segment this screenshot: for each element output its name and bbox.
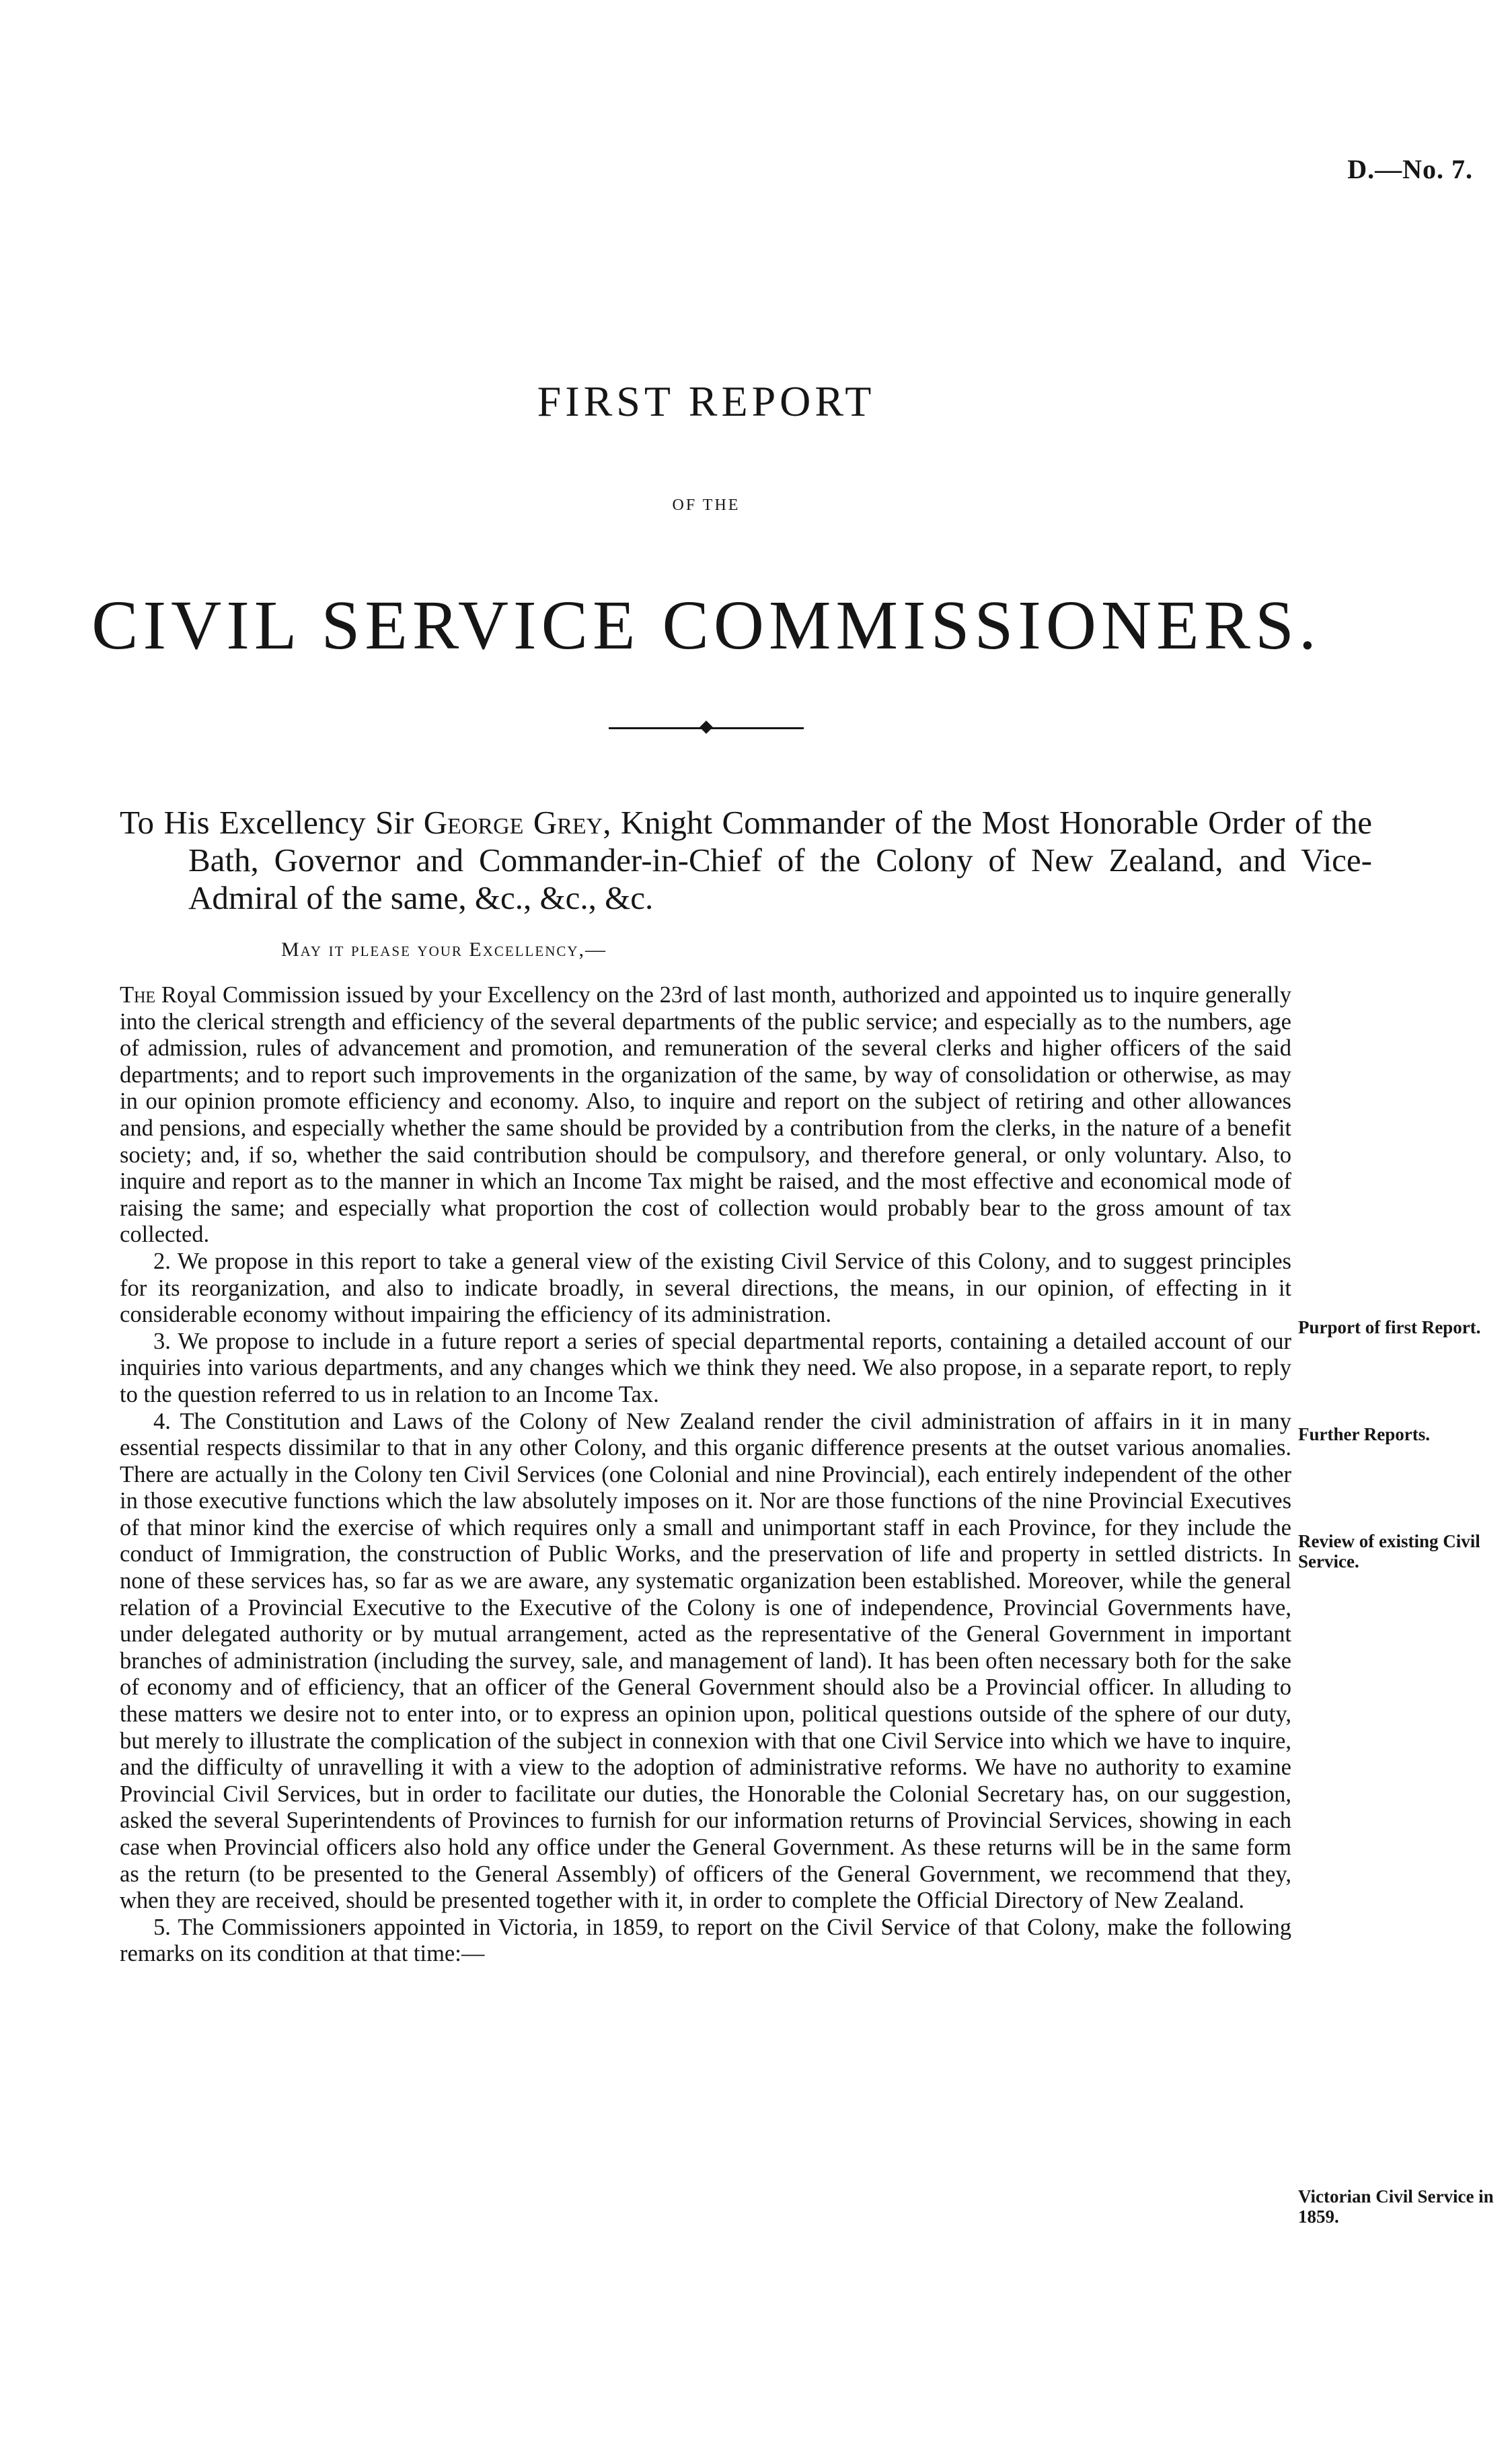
sidenote-further-reports: Further Reports. xyxy=(1298,1424,1430,1444)
sidenote-review: Review of existing Civil Service. xyxy=(1298,1531,1480,1571)
sidenote-purport: Purport of first Report. xyxy=(1298,1317,1481,1337)
governor-name: George Grey xyxy=(423,804,603,841)
ornament-diamond-icon xyxy=(700,720,713,734)
report-body xyxy=(120,982,1291,1968)
address-rest: , Knight Commander of the Most Honorable Order of the Bath, Governor and Commander-in-Chief of the Colony of New Zealand, and Vice-Admiral of the same, &c., &c., &c. xyxy=(188,804,1372,916)
report-title: FIRST REPORT xyxy=(537,377,876,425)
sidenote-victorian: Victorian Civil Service in 1859. xyxy=(1298,2186,1494,2227)
paragraph-1-lead: The xyxy=(120,982,156,1008)
report-subject-title: CIVIL SERVICE COMMISSIONERS. xyxy=(91,587,1321,664)
paragraph-1 xyxy=(120,982,1291,1249)
paragraph-3: 3. We propose to include in a future report a series of special departmental reports, containing a detailed account of our inquiries into various departments, and any changes which we think they need. We also propose, in a separate report, to reply to the question referred to us in relation to an Income Tax. xyxy=(120,1328,1291,1407)
paragraph-2: 2. We propose in this report to take a general view of the existing Civil Service of this Colony, and to suggest principles for its reorganization, and also to indicate broadly, in several directions, the means, in our opinion, of effecting in it considerable economy without impairing the efficiency of its administration. xyxy=(120,1248,1291,1328)
address-lead: To His Excellency Sir xyxy=(120,804,424,841)
document-reference: D.—No. 7. xyxy=(1347,154,1473,184)
paragraph-5: 5. The Commissioners appointed in Victoria, in 1859, to report on the Civil Service of that Colony, make the following remarks on its condition at that time:— xyxy=(120,1914,1291,1967)
paragraph-4: 4. The Constitution and Laws of the Colony of New Zealand render the civil administration of affairs in it in many essential respects dissimilar to that in any other Colony, and this organic difference presents at the outset various anomalies. There are actually in the Colony ten Civil Services (one Colonial and nine Provincial), each entirely independent of the other in those executive functions which the law absolutely imposes on it. Nor are those functions of the nine Provincial Executives of that minor kind the exercise of which requires only a small and unimportant staff in each Province, for they include the conduct of Immigration, the construction of Public Works, and the preservation of life and property in settled districts. In none of these services has, so far as we are aware, any systematic organization been established. Moreover, while the general relation of a Provincial Executive to the Executive of the Colony is one of independence, Provincial Governments have, under delegated authority or by mutual arrangement, acted as the representative of the General Government in important branches of administration (including the survey, sale, and management of land). It has been often necessary both for the sake of economy and of efficiency, that an officer of the General Government should also be a Provincial officer. In alluding to these matters we desire not to enter into, or to express an opinion upon, political questions outside of the sphere of our duty, but merely to illustrate the complication of the subject in connexion with that one Civil Service into which we have to inquire, and the difficulty of unravelling it with a view to the adoption of administrative reforms. We have no authority to examine Provincial Civil Services, but in order to facilitate our duties, the Honorable the Colonial Secretary has, on our suggestion, asked the several Superintendents of Provinces to furnish for our information returns of Provincial Services, showing in each case when Provincial officers also hold any office under the General Government. As these returns will be in the same form as the return (to be presented to the General Assembly) of officers of the General Government, we recommend that they, when they are received, should be presented together with it, in order to complete the Official Directory of New Zealand. xyxy=(120,1408,1291,1914)
address-to-governor xyxy=(120,804,1372,917)
report-title-connector: OF THE xyxy=(672,496,741,514)
salutation: May it please your Excellency,— xyxy=(281,938,607,961)
paragraph-1-text: Royal Commission issued by your Excellency on the 23rd of last month, authorized and appointed us to inquire generally into the clerical strength and efficiency of the several departments of the public service; and especially as to the numbers, age of admission, rules of advancement and promotion, and remuneration of the several clerks and higher officers of the said departments; and to report such improvements in the organization of the same, by way of consolidation or otherwise, as may in our opinion promote efficiency and economy. Also, to inquire and report on the subject of retiring and other allowances and pensions, and especially whether the same should be provided by a contribution from the clerks, in the nature of a benefit society; and, if so, whether the said contribution should be compulsory, and therefore general, or only voluntary. Also, to inquire and report as to the manner in which an Income Tax might be raised, and the most effective and economical mode of raising the same; and especially what proportion the cost of collection would probably bear to the gross amount of tax collected. xyxy=(120,982,1291,1248)
